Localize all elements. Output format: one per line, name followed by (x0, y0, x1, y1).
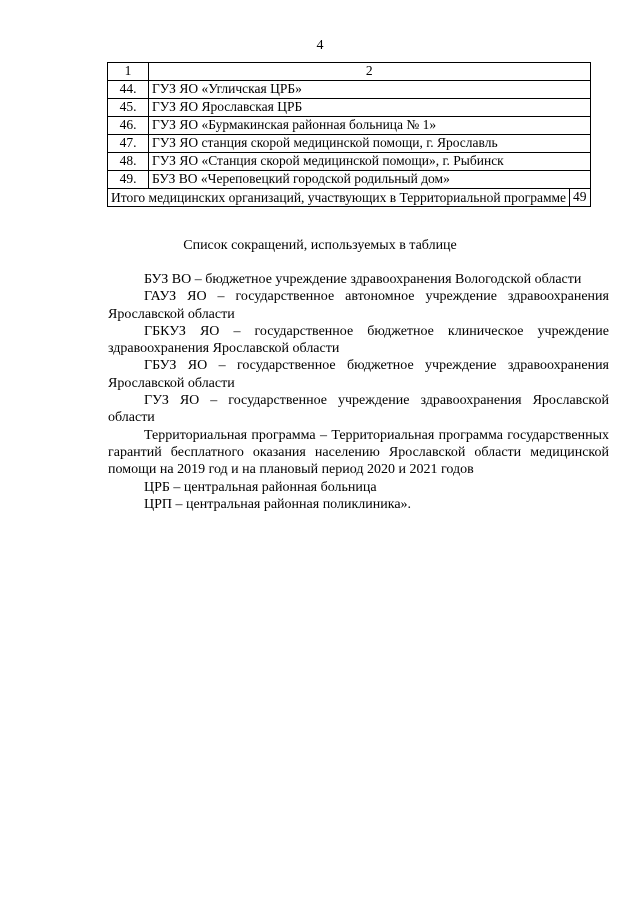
table-row (108, 171, 591, 189)
row-number: 46. (108, 117, 149, 135)
organization-name: ГУЗ ЯО «Угличская ЦРБ» (149, 81, 591, 99)
table-header-cell: 2 (149, 63, 591, 81)
organization-name: ГУЗ ЯО станция скорой медицинской помощи, г. Ярославль (149, 135, 591, 153)
abbreviation-item: ЦРП – центральная районная поликлиника». (144, 496, 412, 512)
row-number: 44. (108, 81, 149, 99)
table-total-row (108, 189, 591, 207)
organization-name: ГУЗ ЯО Ярославская ЦРБ (149, 99, 591, 117)
row-number: 47. (108, 135, 149, 153)
abbreviation-item: ГАУЗ ЯО – государственное автономное учреждение здравоохранения Ярославской области (108, 289, 609, 322)
total-value: 49 (570, 189, 591, 207)
table-row (108, 99, 591, 117)
table-row (108, 153, 591, 171)
table-row (108, 135, 591, 153)
abbreviation-item: ГБКУЗ ЯО – государственное бюджетное клиническое учреждение здравоохранения Ярославской области (108, 323, 609, 357)
abbreviation-item: БУЗ ВО – бюджетное учреждение здравоохранения Вологодской области (144, 272, 582, 287)
row-number: 48. (108, 153, 149, 171)
page-number: 4 (316, 38, 324, 53)
abbreviations-title: Список сокращений, используемых в таблице (183, 238, 457, 253)
organization-name: БУЗ ВО «Череповецкий городской родильный дом» (149, 171, 591, 189)
total-label: Итого медицинских организаций, участвующих в Территориальной программе (108, 189, 570, 207)
row-number: 45. (108, 99, 149, 117)
row-number: 49. (108, 171, 149, 189)
table-header-row (108, 63, 591, 81)
organizations-table (107, 62, 591, 207)
table-row (108, 81, 591, 99)
table-row (108, 117, 591, 135)
abbreviation-item: ЦРБ – центральная районная больница (144, 479, 377, 495)
table-header-cell: 1 (108, 63, 149, 81)
abbreviations-list (108, 271, 609, 513)
abbreviation-item: ГУЗ ЯО – государственное учреждение здравоохранения Ярославской области (108, 393, 609, 426)
abbreviation-item: ГБУЗ ЯО – государственное бюджетное учреждение здравоохранения Ярославской области (108, 358, 609, 391)
organization-name: ГУЗ ЯО «Станция скорой медицинской помощи», г. Рыбинск (149, 153, 591, 171)
organization-name: ГУЗ ЯО «Бурмакинская районная больница № 1» (149, 117, 591, 135)
abbreviation-item: Территориальная программа – Территориальная программа государственных гарантий бесплатного оказания населению Ярославской области медицинской помощи на 2019 год и на плановый период 2020 и 2021 годов (108, 427, 609, 478)
